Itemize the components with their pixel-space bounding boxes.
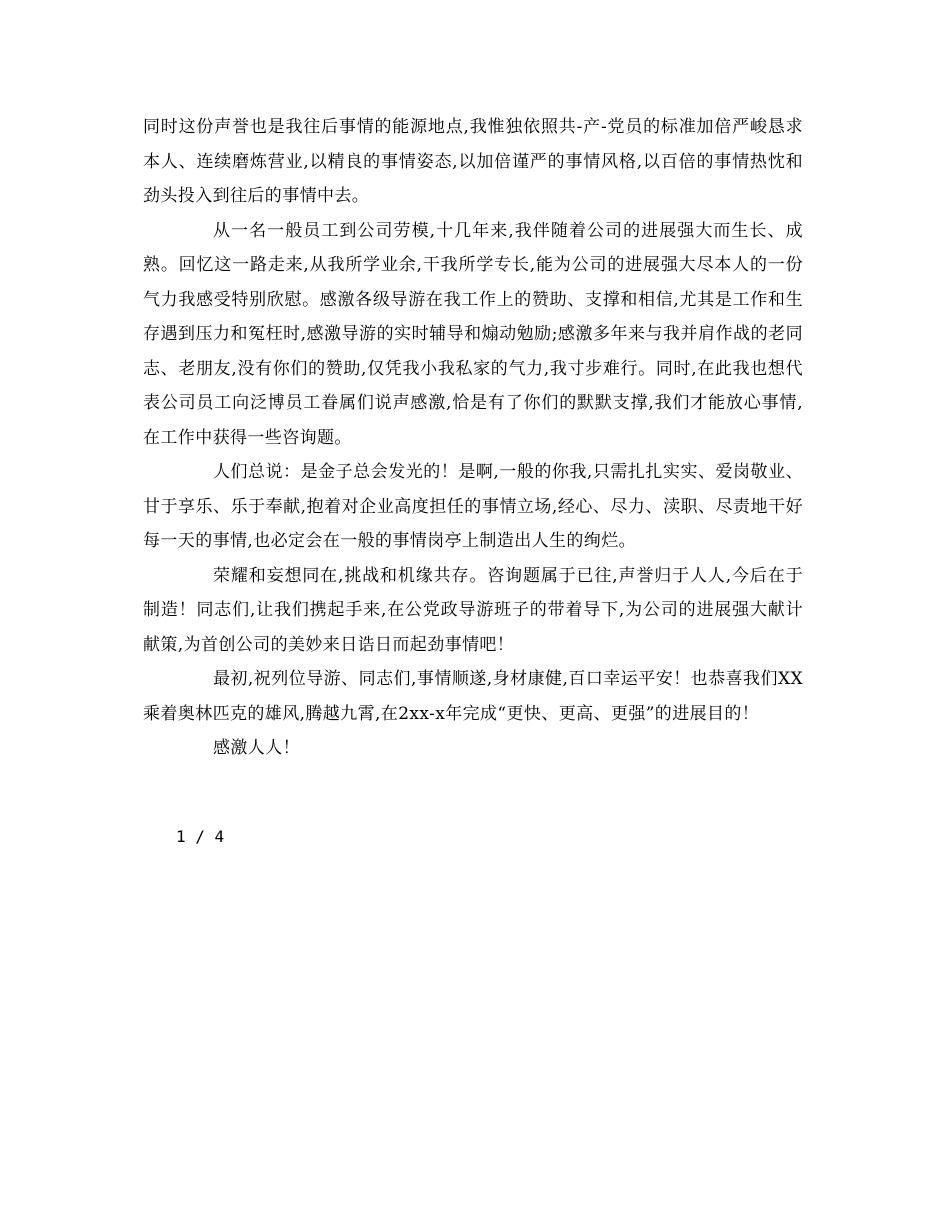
paragraph-4: 荣耀和妄想同在,挑战和机缘共存。咨询题属于已往,声誉归于人人,今后在于制造！同志们,让我们携起手来,在公党政导游班子的带着导下,为公司的进展强大献计献策,为首创公司的美妙来日诰日而起劲事情吧！: [143, 565, 803, 655]
page-number: 1 / 4: [176, 827, 225, 846]
paragraph-6: 感激人人！: [213, 738, 300, 758]
paragraph-2: 从一名一般员工到公司劳模,十几年来,我伴随着公司的进展强大而生长、成熟。回忆这一路走来,从我所学业余,干我所学专长,能为公司的进展强大尽本人的一份气力我感受特别欣慰。感激各级导游在我工作上的赞助、支撑和相信,尤其是工作和生存遇到压力和冤枉时,感激导游的实时辅导和煽动勉励;感激多年来与我并肩作战的老同志、老朋友,没有你们的赞助,仅凭我小我私家的气力,我寸步难行。同时,在此我也想代表公司员工向泛博员工眷属们说声感激,恰是有了你们的默默支撑,我们才能放心事情,在工作中获得一些咨询题。: [143, 220, 803, 448]
paragraph-3: 人们总说：是金子总会发光的！是啊,一般的你我,只需扎扎实实、爱岗敬业、甘于享乐、乐于奉献,抱着对企业高度担任的事情立场,经心、尽力、渎职、尽责地干好每一天的事情,也必定会在一般的事情岗亭上制造出人生的绚烂。: [143, 462, 803, 551]
document-body: [143, 110, 803, 766]
paragraph-1: 同时这份声誉也是我往后事情的能源地点,我惟独依照共-产-党员的标准加倍严峻恳求本人、连续磨炼营业,以精良的事情姿态,以加倍谨严的事情风格,以百倍的事情热忱和劲头投入到往后的事情中去。: [143, 117, 803, 206]
paragraph-5: 最初,祝列位导游、同志们,事情顺遂,身材康健,百口幸运平安！也恭喜我们XX乘着奥林匹克的雄风,腾越九霄,在2xx-x年完成“更快、更高、更强”的进展目的！: [143, 669, 803, 724]
